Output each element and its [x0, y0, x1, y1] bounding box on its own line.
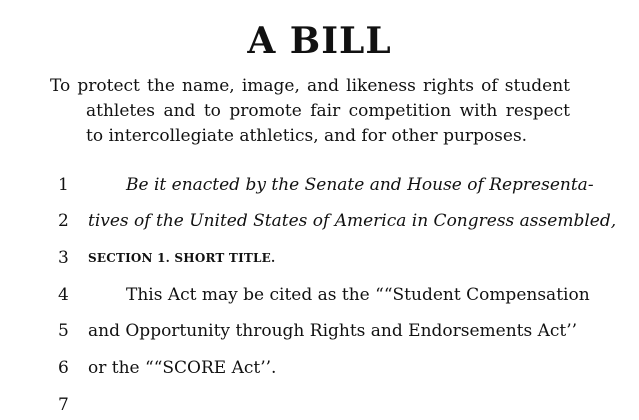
bill-line	[0, 353, 639, 383]
bill-purpose: To protect the name, image, and likeness rights of student athletes and to promote fair competition with respect to intercollegiate athletics, and for other purposes.	[50, 76, 570, 146]
line-number: 1	[58, 175, 69, 195]
enacting-clause-line: Be it enacted by the Senate and House of Representa-	[126, 175, 594, 195]
line-number: 3	[58, 248, 69, 268]
line-number: 6	[58, 358, 69, 378]
line-number: 2	[58, 211, 69, 231]
enacting-clause-line: tives of the United States of America in Congress assembled,	[88, 211, 617, 231]
bill-title: A BILL	[247, 20, 392, 62]
bill-line	[0, 170, 639, 200]
bill-line	[0, 390, 639, 420]
line-number: 4	[58, 285, 69, 305]
body-text-line: or the ““SCORE Act’’.	[88, 358, 277, 378]
bill-line	[0, 206, 639, 236]
bill-line	[0, 316, 639, 346]
bill-line	[0, 243, 639, 273]
line-number: 7	[58, 395, 69, 415]
line-number: 5	[58, 321, 69, 341]
bill-line	[0, 280, 639, 310]
body-text-line: This Act may be cited as the ““Student Compensation	[126, 285, 590, 305]
section-heading: SECTION 1. SHORT TITLE.	[88, 251, 276, 265]
body-text-line: and Opportunity through Rights and Endorsements Act’’	[88, 321, 578, 341]
